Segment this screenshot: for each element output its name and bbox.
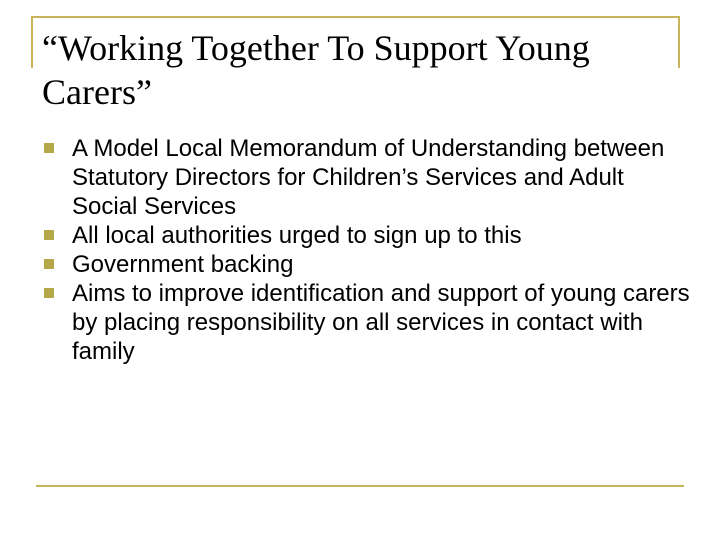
square-bullet-icon <box>44 143 54 153</box>
bullet-list <box>44 134 694 366</box>
square-bullet-icon <box>44 230 54 240</box>
top-border-rule <box>31 16 679 18</box>
bullet-text: Aims to improve identification and support of young carers by placing responsibility on all services in contact with family <box>72 280 690 365</box>
bullet-text: A Model Local Memorandum of Understanding between Statutory Directors for Children’s Services and Adult Social Services <box>72 135 665 220</box>
bullet-item <box>44 279 694 366</box>
left-border-rule <box>31 16 33 68</box>
square-bullet-icon <box>44 259 54 269</box>
slide-title: “Working Together To Support Young Carers” <box>42 28 590 112</box>
bottom-border-rule <box>36 485 684 487</box>
bullet-text: All local authorities urged to sign up to this <box>72 222 522 249</box>
bullet-item <box>44 134 694 221</box>
bullet-text: Government backing <box>72 251 294 278</box>
right-border-rule <box>678 16 680 68</box>
square-bullet-icon <box>44 288 54 298</box>
bullet-item <box>44 250 694 279</box>
bullet-item <box>44 221 694 250</box>
